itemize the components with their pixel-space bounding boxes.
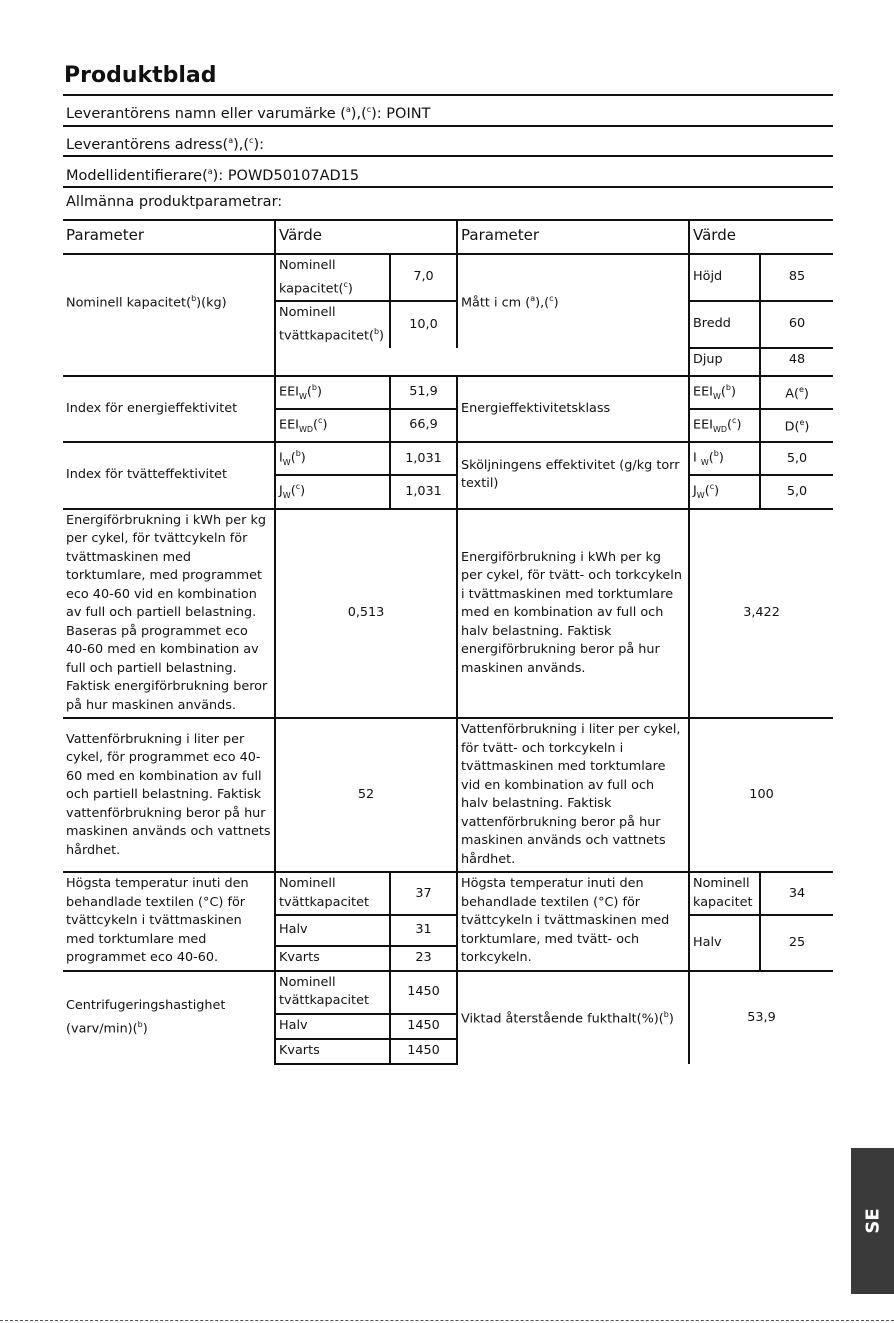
nominal-capacity-label: Nominell kapacitet($^c$) [275, 254, 390, 301]
depth-label: Djup [689, 348, 760, 376]
jw-value: 1,031 [390, 475, 457, 508]
supplier-value: POINT [386, 105, 431, 122]
supplier-line: Leverantörens namn eller varumärke ($^a$),($^c$): POINT [66, 105, 431, 122]
max-temp-wd-label: Högsta temperatur inuti den behandlade textilen (°C) för tvättcykeln i tvättmaskinen med torktumlare, med tvätt- och torkcykeln. [457, 872, 689, 971]
width-value: 60 [760, 301, 833, 347]
header-parameter: Parameter [63, 220, 275, 254]
table-row [63, 872, 833, 915]
rinse-label: Sköljningens effektivitet (g/kg torr textil) [457, 442, 689, 509]
table-row [63, 348, 833, 376]
rinse-iw-value: 5,0 [760, 442, 833, 475]
table-row [63, 718, 833, 872]
header-value: Värde [689, 220, 833, 254]
max-temp-label: Högsta temperatur inuti den behandlade textilen (°C) för tvättcykeln i tvättmaskinen med torktumlare med programmet eco 40-60. [63, 872, 275, 971]
temp2-half-value: 25 [760, 915, 833, 971]
energy-consumption-label: Energiförbrukning i kWh per kg per cykel, för tvättcykeln för tvättmaskinen med torktumlare, med programmet eco 40-60 vid en kombination av full och partiell belastning. Baseras på programmet eco 40-60 med en kombination av full och partiell belastning. Faktisk energiförbrukning beror på hur maskinen används. [63, 509, 275, 719]
divider [63, 186, 833, 188]
table-header-row [63, 220, 833, 254]
moisture-label: Viktad återstående fukthalt(%)($^b$) [457, 971, 689, 1064]
spin-half-label: Halv [275, 1014, 390, 1039]
water-consumption-wd-value: 100 [689, 718, 833, 872]
moisture-value: 53,9 [689, 971, 833, 1064]
table-row [63, 971, 833, 1014]
spin-half-value: 1450 [390, 1014, 457, 1039]
temp-half-value: 31 [390, 915, 457, 946]
water-consumption-wd-label: Vattenförbrukning i liter per cykel, för tvätt- och torkcykeln i tvättmaskinen med torktumlare vid en kombination av full och halv belastning. Faktisk vattenförbrukning beror på hur maskinen används och vattnets hårdhet. [457, 718, 689, 872]
energy-class-label: Energieffektivitetsklass [457, 376, 689, 443]
spin-quarter-label: Kvarts [275, 1039, 390, 1064]
temp2-half-label: Halv [689, 915, 760, 971]
header-value: Värde [275, 220, 457, 254]
header-parameter: Parameter [457, 220, 689, 254]
energy-index-label: Index för energieffektivitet [63, 376, 275, 443]
depth-value: 48 [760, 348, 833, 376]
dimensions-label: Mått i cm ($^a$),($^c$) [457, 254, 689, 348]
temp2-nominal-label: Nominell kapacitet [689, 872, 760, 915]
temp-nominal-label: Nominell tvättkapacitet [275, 872, 390, 915]
rinse-iw-label: I $_W$($^b$) [689, 442, 760, 475]
energy-consumption-wd-value: 3,422 [689, 509, 833, 719]
spin-nominal-label: Nominell tvättkapacitet [275, 971, 390, 1014]
spin-speed-label: Centrifugeringshastighet (varv/min)($^b$) [63, 971, 275, 1064]
class-eeiwd-value: D($^e$) [760, 409, 833, 442]
divider [63, 155, 833, 157]
temp-half-label: Halv [275, 915, 390, 946]
width-label: Bredd [689, 301, 760, 347]
jw-label: $J_W(^c)$ [275, 475, 390, 508]
address-line: Leverantörens adress($^a$),($^c$): [66, 136, 264, 153]
page-bottom-rule [0, 1320, 894, 1321]
model-value: POWD50107AD15 [227, 167, 360, 184]
rinse-jw-label: $J_W(^c)$ [689, 475, 760, 508]
spec-table [63, 219, 833, 1065]
language-tab [851, 1148, 894, 1294]
capacity-label: Nominell kapacitet($^b$)(kg) [66, 293, 227, 311]
divider [63, 125, 833, 127]
eeiw-label: $EEI_W(^b)$ [275, 376, 390, 409]
temp-quarter-label: Kvarts [275, 946, 390, 971]
water-consumption-label: Vattenförbrukning i liter per cykel, för programmet eco 40-60 med en kombination av full och partiell belastning. Faktisk vattenförbrukning beror på hur maskinen används och vattnets hårdhet. [63, 718, 275, 872]
table-row [63, 376, 833, 409]
model-line: Modellidentifierare($^a$): POWD50107AD15 [66, 167, 360, 184]
general-params-line: Allmänna produktparametrar: [66, 194, 283, 210]
nominal-wash-capacity-label: Nominell tvättkapacitet($^b$) [275, 301, 390, 347]
temp2-nominal-value: 34 [760, 872, 833, 915]
spin-nominal-value: 1450 [390, 971, 457, 1014]
eeiwd-value: 66,9 [390, 409, 457, 442]
language-tab-label: SE [862, 1208, 883, 1234]
table-row [63, 509, 833, 719]
temp-nominal-value: 37 [390, 872, 457, 915]
nominal-capacity-value: 7,0 [390, 254, 457, 301]
temp-quarter-value: 23 [390, 946, 457, 971]
wash-index-label: Index för tvätteffektivitet [63, 442, 275, 509]
iw-value: 1,031 [390, 442, 457, 475]
class-eeiw-value: A($^e$) [760, 376, 833, 409]
energy-consumption-value: 0,513 [275, 509, 457, 719]
rinse-jw-value: 5,0 [760, 475, 833, 508]
iw-label: $I_W(^b)$ [275, 442, 390, 475]
energy-consumption-wd-label: Energiförbrukning i kWh per kg per cykel, för tvätt- och torkcykeln i tvättmaskinen med torktumlare med en kombination av full och halv belastning. Faktisk energiförbrukning beror på hur maskinen används. [457, 509, 689, 719]
spin-quarter-value: 1450 [390, 1039, 457, 1064]
water-consumption-value: 52 [275, 718, 457, 872]
eeiw-value: 51,9 [390, 376, 457, 409]
class-eeiw-label: $EEI_W(^b)$ [689, 376, 760, 409]
nominal-wash-capacity-value: 10,0 [390, 301, 457, 347]
page-title: Produktblad [64, 63, 217, 88]
table-row [63, 442, 833, 475]
divider [63, 94, 833, 96]
height-label: Höjd [689, 254, 760, 301]
table-row [63, 254, 833, 301]
height-value: 85 [760, 254, 833, 301]
eeiwd-label: $EEI_{WD}(^c)$ [275, 409, 390, 442]
class-eeiwd-label: $EEI_{WD}(^c)$ [689, 409, 760, 442]
